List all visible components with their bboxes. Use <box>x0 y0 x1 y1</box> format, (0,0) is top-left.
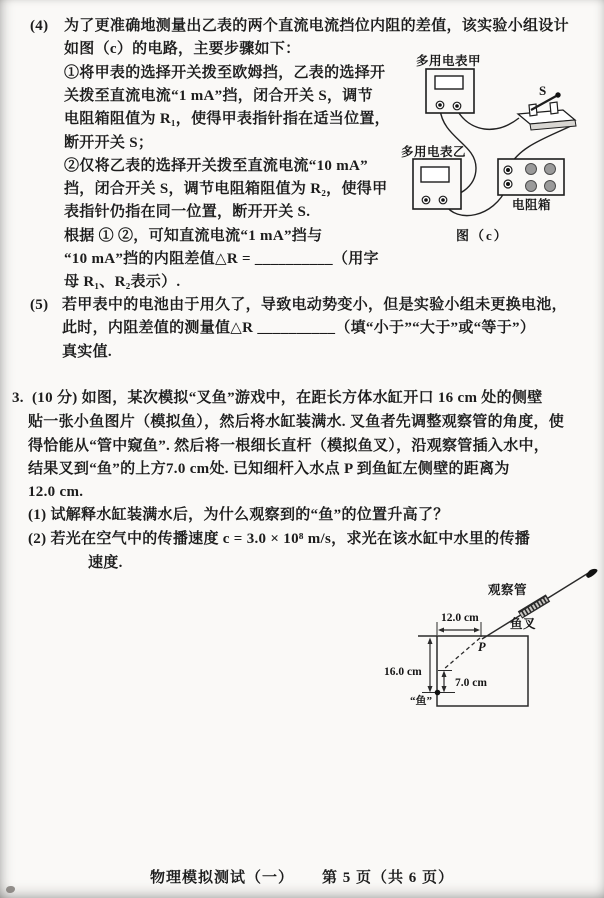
text-line: (10 分) 如图，某次模拟“叉鱼”游戏中，在距长方体水缸开口 16 cm 处的侧壁 <box>32 390 543 406</box>
dim-16-label: 16.0 cm <box>384 666 422 678</box>
terminal-dot <box>455 104 459 108</box>
knob <box>545 181 556 192</box>
switch-post <box>550 102 558 114</box>
meter-b-label: 多用电表乙 <box>401 145 467 159</box>
terminal-dot <box>424 198 428 202</box>
text-line: (2) 若光在空气中的传播速度 c = 3.0 × 10⁸ m/s，求光在该水缸中水里的传播 <box>28 531 531 547</box>
text-line: 根据 ① ②，可知直流电流“1 mA”挡与 <box>64 228 323 244</box>
refracted-ray <box>444 638 480 669</box>
text-line: 关拨至直流电流“1 mA”挡，闭合开关 S，调节 <box>64 88 373 104</box>
page-footer <box>0 866 604 887</box>
q5-label: (5) <box>30 297 49 313</box>
fish-label: “鱼” <box>410 695 432 707</box>
arrowhead <box>438 628 444 633</box>
figure-fish-tank <box>360 563 604 758</box>
text-line: 为了更准确地测量出乙表的两个直流电流挡位内阻的差值，该实验小组设计 <box>64 18 569 34</box>
text-line: 此时，内阻差值的测量值△R __________（填“小于”“大于”或“等于”） <box>62 320 536 336</box>
text-line: 得恰能从“管中窥鱼”. 然后将一根细长直杆（模拟鱼叉），沿观察管插入水中， <box>28 438 550 454</box>
q3-number: 3. <box>12 390 24 406</box>
text-line: 真实值. <box>62 344 112 360</box>
text-line: 表指针仍指在同一位置，断开开关 S. <box>64 204 311 220</box>
fish-fork-label: 鱼叉 <box>510 617 537 631</box>
text-line: 挡，闭合开关 S，调节电阻箱阻值为 R₂，使得甲 <box>64 181 388 197</box>
terminal-dot <box>438 103 442 107</box>
terminal-dot <box>506 182 510 186</box>
footer-title: 物理模拟测试（一） <box>149 870 294 886</box>
text-line: 断开开关 S； <box>64 135 154 151</box>
text-line: 贴一张小鱼图片（模拟鱼），然后将水缸装满水. 叉鱼者先调整观察管的角度，使 <box>28 414 565 430</box>
text-line: (1) 试解释水缸装满水后，为什么观察到的“鱼”的位置升高了？ <box>28 507 449 523</box>
knob <box>526 164 537 175</box>
dim-7-label: 7.0 cm <box>455 677 487 689</box>
footer-page-number: 第 5 页（共 6 页） <box>322 870 455 886</box>
text-line: 电阻箱阻值为 R₁，使得甲表指针指在适当位置， <box>64 111 390 127</box>
observation-tube-label: 观察管 <box>488 583 528 597</box>
text-line: 母 R₁、R₂表示）. <box>64 274 181 290</box>
q4-label: (4) <box>30 18 49 34</box>
observation-tube-hatch <box>521 599 547 615</box>
text-line: 12.0 cm. <box>28 484 84 500</box>
arrowhead <box>474 628 480 633</box>
text-line: ②仅将乙表的选择开关拨至直流电流“10 mA” <box>64 158 368 174</box>
arrowhead <box>442 671 447 678</box>
text-line: 若甲表中的电池由于用久了，导致电动势变小，但是实验小组未更换电池， <box>62 297 567 313</box>
scan-artifact <box>6 886 15 893</box>
arrowhead <box>442 686 447 693</box>
arrowhead <box>428 638 433 645</box>
arrowhead <box>428 686 433 693</box>
figure-c-caption: 图（c） <box>456 228 509 243</box>
text-line: 速度. <box>88 555 123 571</box>
terminal-dot <box>506 168 510 172</box>
text-line: ①将甲表的选择开关拨至欧姆挡，乙表的选择开 <box>64 65 386 81</box>
text-line: “10 mA”挡的内阻差值△R = __________（用字 <box>64 251 379 267</box>
text-line: 结果叉到“鱼”的上方7.0 cm处. 已知细杆入水点 P 到鱼缸左侧壁的距离为 <box>28 461 510 477</box>
knob <box>545 164 556 175</box>
resistance-box-label: 电阻箱 <box>512 198 552 212</box>
meter-a-display <box>435 76 463 89</box>
switch-label: S <box>539 83 547 98</box>
dim-12-label: 12.0 cm <box>441 612 479 624</box>
hand-icon <box>586 569 598 578</box>
meter-b-display <box>421 167 449 182</box>
switch-knob <box>555 92 560 97</box>
meter-a-label: 多用电表甲 <box>416 54 482 68</box>
text-line: 如图（c）的电路，主要步骤如下： <box>64 41 301 57</box>
terminal-dot <box>441 198 445 202</box>
knob <box>526 181 537 192</box>
figure-c-circuit <box>398 48 604 250</box>
fish-dot <box>435 690 441 696</box>
point-p-label: P <box>478 640 486 654</box>
